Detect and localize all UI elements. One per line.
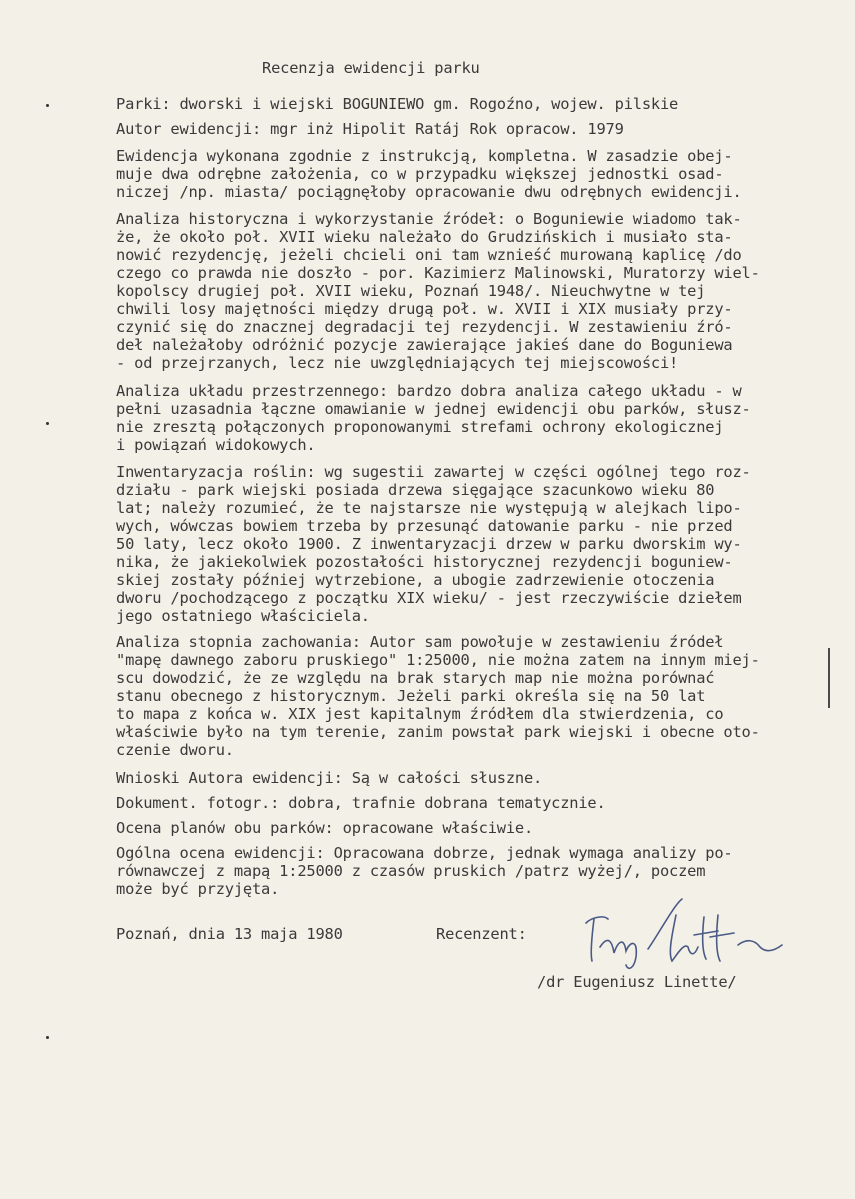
text-line: Analiza historyczna i wykorzystanie źródeł: o Boguniewie wiadomo tak- — [116, 210, 742, 228]
text-line: to mapa z końca w. XIX jest kapitalnym źródłem dla stwierdzenia, co — [116, 705, 724, 723]
reviewer-name: /dr Eugeniusz Linette/ — [537, 973, 737, 991]
text-line: działu - park wiejski posiada drzewa sięgające szacunkowo wieku 80 — [116, 481, 715, 499]
margin-dot — [46, 104, 49, 107]
text-line: muje dwa odrębne założenia, co w przypadku większej jednostki osad- — [116, 165, 724, 183]
text-line: że, że około poł. XVII wieku należało do Grudzińskich i musiało sta- — [116, 228, 733, 246]
margin-line — [828, 648, 830, 708]
text-line: skiej zostały później wytrzebione, a ubogie zadrzewienie otoczenia — [116, 571, 715, 589]
place-date: Poznań, dnia 13 maja 1980 — [116, 925, 343, 943]
conclusions-line: Wnioski Autora ewidencji: Są w całości słuszne. — [116, 769, 543, 787]
text-line: równawczej z mapą 1:25000 z czasów pruskich /patrz wyżej/, poczem — [116, 862, 706, 880]
text-line: stanu obecnego z historycznym. Jeżeli parki określa się na 50 lat — [116, 687, 706, 705]
text-line: kopolscy drugiej poł. XVII wieku, Poznań 1948/. Nieuchwytne w tej — [116, 282, 706, 300]
plans-line: Ocena planów obu parków: opracowane właściwie. — [116, 819, 534, 837]
text-line: scu dowodzić, że ze względu na brak starych map nie można porównać — [116, 669, 715, 687]
text-line: Analiza układu przestrzennego: bardzo dobra analiza całego układu - w — [116, 382, 742, 400]
text-line: "mapę dawnego zaboru pruskiego" 1:25000, nie można zatem na innym miej- — [116, 651, 760, 669]
page-title: Recenzja ewidencji parku — [262, 59, 480, 77]
signature-image — [578, 895, 788, 975]
text-line: Ewidencja wykonana zgodnie z instrukcją, kompletna. W zasadzie obej- — [116, 147, 733, 165]
text-line: pełni uzasadnia łączne omawianie w jednej ewidencji obu parków, słusz- — [116, 400, 751, 418]
text-line: niczej /np. miasta/ pociągnęłoby opracowanie dwu odrębnych ewidencji. — [116, 183, 742, 201]
text-line: i powiązań widokowych. — [116, 436, 316, 454]
text-line: Analiza stopnia zachowania: Autor sam powołuje w zestawieniu źródeł — [116, 633, 724, 651]
photo-docs-line: Dokument. fotogr.: dobra, trafnie dobrana tematycznie. — [116, 794, 606, 812]
text-line: nowić rezydencję, jeżeli chcieli oni tam wznieść murowaną kaplicę /do — [116, 246, 742, 264]
text-line: czego co prawda nie doszło - por. Kazimierz Malinowski, Muratorzy wiel- — [116, 264, 760, 282]
text-line: czenie dworu. — [116, 741, 234, 759]
text-line: - od przejrzanych, lecz nie uwzględniających tej miejscowości! — [116, 354, 679, 372]
margin-dot — [46, 1036, 49, 1039]
parks-line: Parki: dworski i wiejski BOGUNIEWO gm. Rogoźno, wojew. pilskie — [116, 95, 679, 113]
text-line: dworu /pochodzącego z początku XIX wieku/ - jest rzeczywiście dziełem — [116, 589, 742, 607]
text-line: chwili losy majętności między drugą poł. w. XVII i XIX musiały przy- — [116, 300, 733, 318]
text-line: właściwie było na tym terenie, zanim powstał park wiejski i obecne oto- — [116, 723, 760, 741]
text-line: czynić się do znacznej degradacji tej rezydencji. W zestawieniu źró- — [116, 318, 733, 336]
author-line: Autor ewidencji: mgr inż Hipolit Ratáj Rok opracow. 1979 — [116, 120, 624, 138]
text-line: jego ostatniego właściciela. — [116, 607, 370, 625]
text-line: Inwentaryzacja roślin: wg sugestii zawartej w części ogólnej tego roz- — [116, 463, 751, 481]
text-line: nie zresztą połączonych proponowanymi strefami ochrony ekologicznej — [116, 418, 724, 436]
margin-dot — [46, 422, 49, 425]
text-line: 50 laty, lecz około 1900. Z inwentaryzacji drzew w parku dworskim wy- — [116, 535, 742, 553]
text-line: Ogólna ocena ewidencji: Opracowana dobrze, jednak wymaga analizy po- — [116, 844, 733, 862]
text-line: może być przyjęta. — [116, 880, 280, 898]
reviewer-label: Recenzent: — [436, 925, 527, 943]
text-line: nika, że jakiekolwiek pozostałości historycznej rezydencji boguniew- — [116, 553, 733, 571]
text-line: wych, wówczas bowiem trzeba by przesunąć datowanie parku - nie przed — [116, 517, 733, 535]
text-line: deł należałoby odróżnić pozycje zawierające jakieś dane do Boguniewa — [116, 336, 733, 354]
text-line: lat; należy rozumieć, że te najstarsze nie występują w alejkach lipo- — [116, 499, 742, 517]
